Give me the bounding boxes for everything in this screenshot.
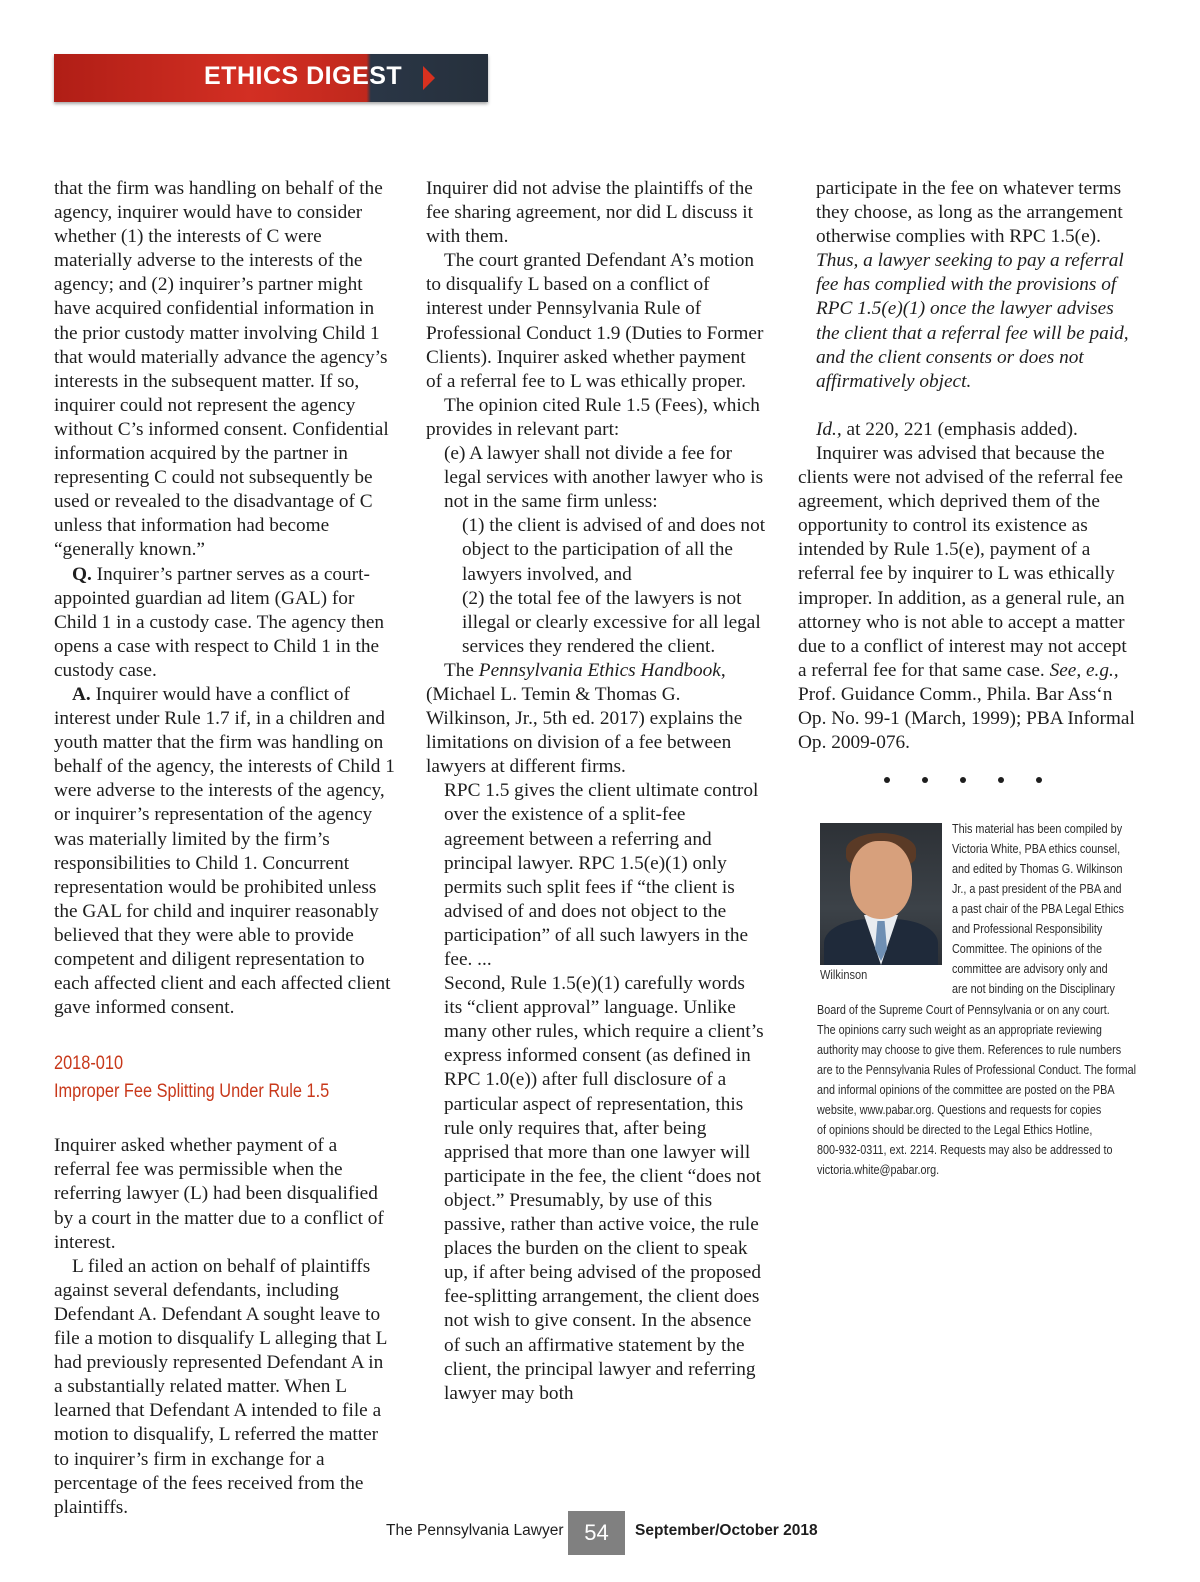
answer-label: A.: [72, 683, 91, 705]
rule-quote: (e) A lawyer shall not divide a fee for legal services with another lawyer who is not in the same firm unless:: [444, 443, 764, 513]
separator-dot: [998, 777, 1004, 783]
section-banner: [54, 54, 488, 102]
emphasized-text: Thus, a lawyer seeking to pay a referral fee has complied with the provisions of RPC 1.5(e)(1) once the lawyer advises the client that a referral fee will be paid, and the client consents or does not affirmatively object.: [816, 250, 1129, 392]
publication-name: The Pennsylvania Lawyer: [386, 1522, 564, 1539]
bio-line: victoria.white@pabar.org.: [817, 1162, 940, 1177]
paragraph: The opinion cited Rule 1.5 (Fees), which provides in relevant part:: [426, 394, 760, 440]
bio-line: and Professional Responsibility: [952, 921, 1103, 936]
separator-dot: [922, 777, 928, 783]
rule-quote-item: (2) the total fee of the lawyers is not illegal or clearly excessive for all legal services they rendered the client.: [462, 587, 761, 657]
bio-line: 800-932-0311, ext. 2214. Requests may also be addressed to: [817, 1142, 1113, 1157]
play-arrow-icon: [423, 66, 435, 90]
text-run: Inquirer was advised that because the clients were not advised of the referral fee agreement, which deprived them of the opportunity to control its existence as intended by Rule 1.5(e), payment of a referral fee by inquirer to L was ethically improper. In addition, as a general rule, an attorney who is not able to accept a matter due to a conflict of interest may not accept a referral fee for that same case.: [798, 442, 1127, 681]
separator-dot: [884, 777, 890, 783]
section-title: ETHICS DIGEST: [204, 62, 403, 90]
block-quote: RPC 1.5 gives the client ultimate control over the existence of a split-fee agreement between a referring and principal lawyer. RPC 1.5(e)(1) only permits such split fees if “the client is advised of and does not object to the participation” of all such lawyers in the fee. ...: [444, 780, 759, 970]
question-label: Q.: [72, 563, 92, 585]
article-column-2: [426, 177, 766, 1406]
separator-dot: [960, 777, 966, 783]
signal-text: See, e.g.,: [1049, 659, 1119, 681]
bio-line: authority may choose to give them. References to rule numbers: [817, 1042, 1122, 1057]
book-title: Pennsylvania Ethics Handbook: [478, 659, 721, 681]
paragraph: [426, 659, 766, 779]
bio-line: a past chair of the PBA Legal Ethics: [952, 901, 1124, 916]
article-column-3: [798, 177, 1138, 783]
bio-text-full: [817, 1000, 1135, 1180]
question-text: Inquirer’s partner serves as a court-appointed guardian ad litem (GAL) for Child 1 in a custody case. The agency then opens a case with respect to Child 1 in the custody case.: [54, 563, 385, 681]
bio-line: of opinions should be directed to the Legal Ethics Hotline,: [817, 1122, 1093, 1137]
bio-line: are to the Pennsylvania Rules of Professional Conduct. The formal: [817, 1062, 1136, 1077]
text-run: at 220, 221 (emphasis added).: [841, 418, 1078, 440]
rule-quote-item: (1) the client is advised of and does not object to the participation of all the lawyers involved, and: [462, 515, 766, 585]
text-run: , (Michael L. Temin & Thomas G. Wilkinson, Jr., 5th ed. 2017) explains the limitations on division of a fee between lawyers at different firms.: [426, 659, 743, 778]
bio-line: and informal opinions of the committee are posted on the PBA: [817, 1082, 1115, 1097]
separator-dot: [1036, 777, 1042, 783]
paragraph: Inquirer did not advise the plaintiffs of the fee sharing agreement, nor did L discuss it with them.: [426, 178, 753, 248]
bio-line: committee are advisory only and: [952, 961, 1108, 976]
paragraph: that the firm was handling on behalf of the agency, inquirer would have to consider whether (1) the interests of C were materially adverse to the interests of the agency; and (2) inquirer’s partner might have acquired confidential information in the prior custody matter involving Child 1 that would materially advance the agency’s interests in the subsequent matter. If so, inquirer could not represent the agency without C’s informed consent. Confidential information acquired by the partner in representing C could not subsequently be used or revealed to the disadvantage of C unless that information had become “generally known.”: [54, 178, 389, 561]
bio-line: Committee. The opinions of the: [952, 941, 1103, 956]
question-paragraph: [54, 563, 396, 683]
text-run: participate in the fee on whatever terms they choose, as long as the arrangement otherwise complies with RPC 1.5(e).: [816, 178, 1123, 248]
opinion-title: Improper Fee Splitting Under Rule 1.5: [54, 1081, 330, 1103]
section-separator: [798, 777, 1138, 783]
article-column-1: [54, 177, 396, 1520]
citation-id: Id.,: [816, 418, 842, 440]
page-number: 54: [568, 1511, 625, 1555]
text-run: Prof. Guidance Comm., Phila. Bar Ass‘n Op. No. 99-1 (March, 1999); PBA Informal Op. 2009-076.: [798, 683, 1135, 754]
answer-text: Inquirer would have a conflict of interest under Rule 1.7 if, in a children and youth matter that the firm was handling on behalf of the agency, the interests of Child 1 were adverse to the interests of the agency, or inquirer’s representation of the agency was materially limited by the firm’s responsibilities to Child 1. Concurrent representation would be prohibited unless the GAL for child and inquirer reasonably believed that they were able to provide competent and diligent representation to each affected client and each affected client gave informed consent.: [54, 683, 395, 1019]
text-run: The: [444, 659, 479, 681]
block-quote: Second, Rule 1.5(e)(1) carefully words its “client approval” language. Unlike many other rules, which require a client’s express informed consent (as defined in RPC 1.0(e)) after full disclosure of a particular aspect of representation, this rule only requires that, after being apprised that more than one lawyer will participate in the fee, the client “does not object.” Presumably, by use of this passive, rather than active voice, the rule places the burden on the client to speak up, if after being advised of the proposed fee-splitting arrangement, the client does not wish to give consent. In the absence of such an affirmative statement by the client, the principal lawyer and referring lawyer may both: [444, 973, 764, 1404]
paragraph: Inquirer asked whether payment of a referral fee was permissible when the referring lawyer (L) had been disqualified by a court in the matter due to a conflict of interest.: [54, 1135, 384, 1253]
bio-line: Victoria White, PBA ethics counsel,: [952, 841, 1121, 856]
portrait-photo: [820, 823, 942, 965]
answer-paragraph: [54, 683, 396, 1020]
citation: [798, 418, 1138, 442]
opinion-number: 2018-010: [54, 1053, 124, 1075]
bio-line: are not binding on the Disciplinary: [952, 981, 1115, 996]
bio-line: website, www.pabar.org. Questions and requests for copies: [817, 1102, 1102, 1117]
bio-line: The opinions carry such weight as an appropriate reviewing: [817, 1022, 1102, 1037]
photo-caption: Wilkinson: [820, 967, 868, 982]
bio-line: This material has been compiled by: [952, 821, 1123, 836]
issue-date: September/October 2018: [635, 1522, 818, 1539]
bio-line: and edited by Thomas G. Wilkinson: [952, 861, 1123, 876]
paragraph: The court granted Defendant A’s motion to disqualify L based on a conflict of interest under Pennsylvania Rule of Professional Conduct 1.9 (Duties to Former Clients). Inquirer asked whether payment of a referral fee to L was ethically proper.: [426, 250, 764, 392]
bio-text-right: [952, 819, 1124, 999]
block-quote: [798, 177, 1138, 394]
paragraph: L filed an action on behalf of plaintiffs against several defendants, including Defendant A. Defendant A sought leave to file a motion to disqualify L alleging that L had previously represented Defendant A in a substantially related matter. When L learned that Defendant A intended to file a motion to disqualify, L referred the matter to inquirer’s firm in exchange for a percentage of the fees received from the plaintiffs.: [54, 1255, 387, 1518]
paragraph: [798, 442, 1138, 755]
bio-line: Board of the Supreme Court of Pennsylvania or on any court.: [817, 1002, 1110, 1017]
bio-line: Jr., a past president of the PBA and: [952, 881, 1122, 896]
